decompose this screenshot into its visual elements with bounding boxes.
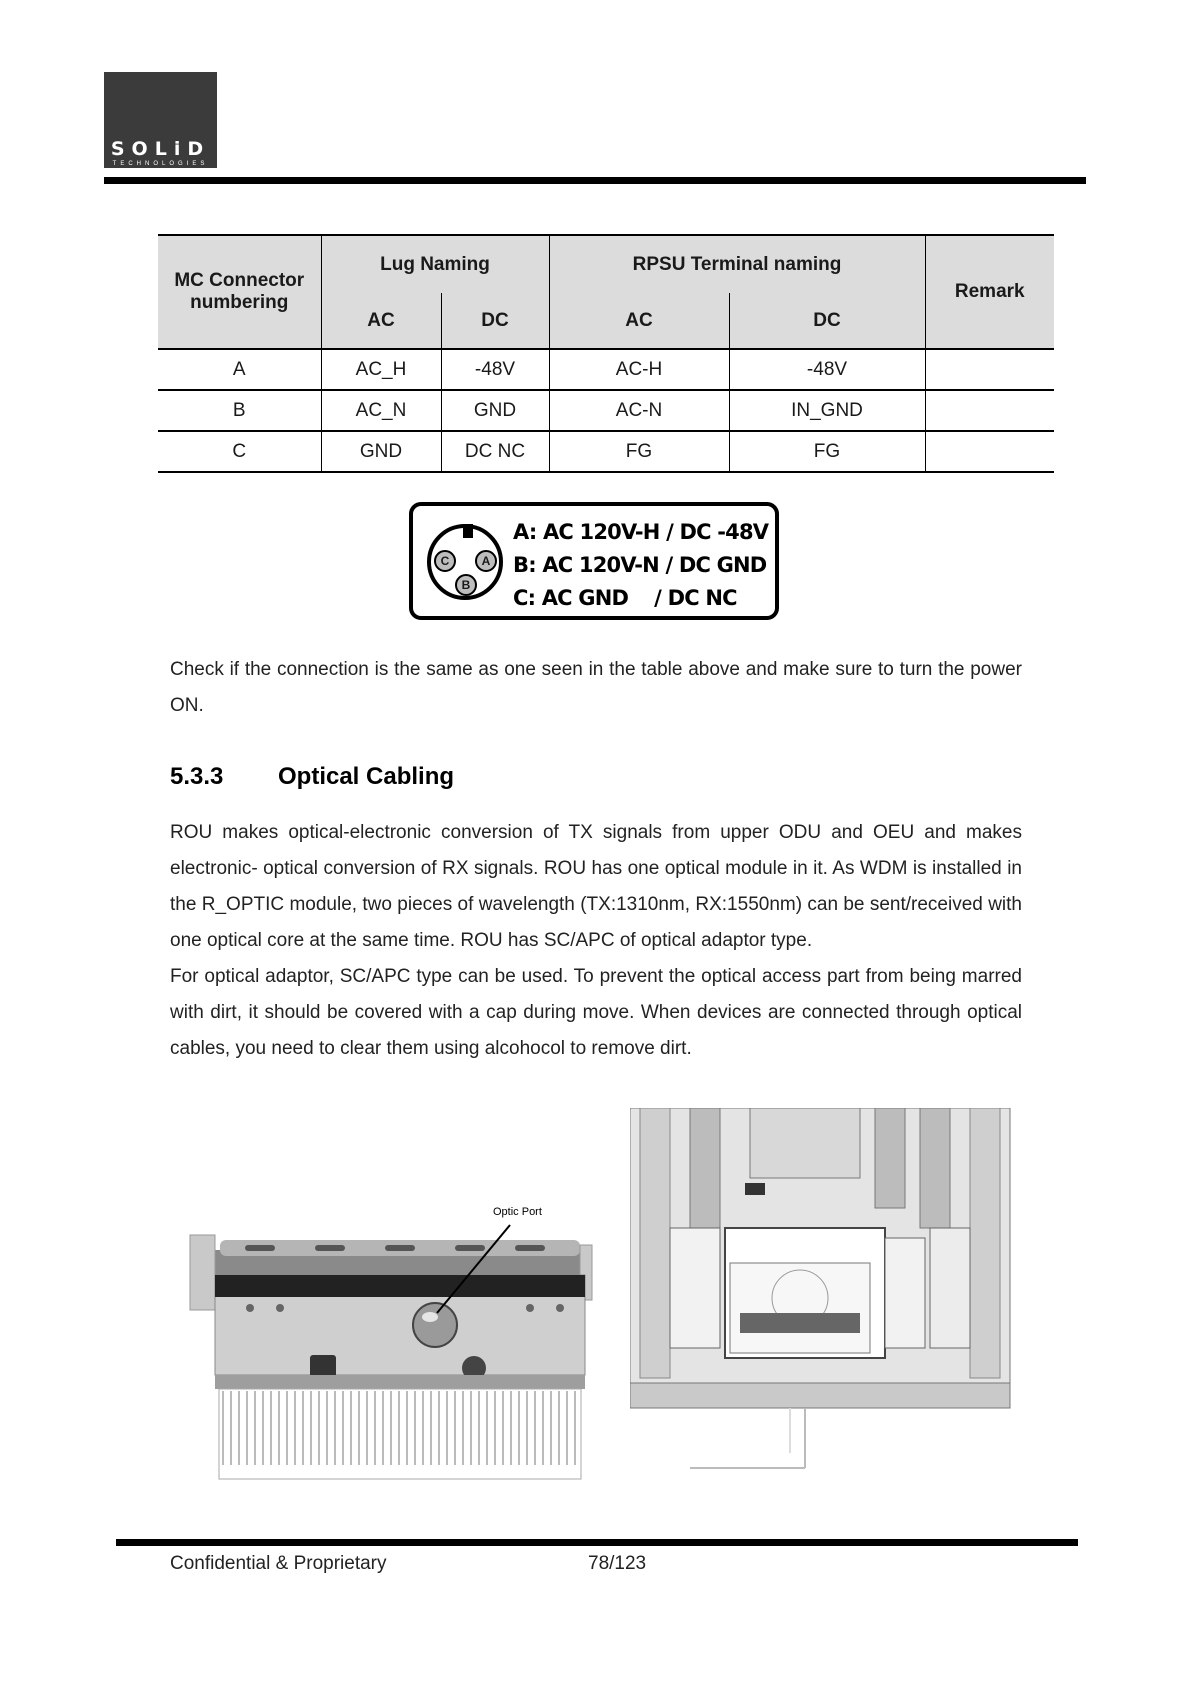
- pin-b-icon: B: [455, 574, 477, 596]
- connector-face-icon: [427, 524, 503, 600]
- subheader-rpsu-ac: AC: [549, 293, 729, 349]
- table-cell: [925, 390, 1054, 431]
- table-cell: [925, 349, 1054, 390]
- section-number: 5.3.3: [170, 763, 224, 790]
- table-cell: [925, 431, 1054, 472]
- table-cell: A: [158, 349, 321, 390]
- logo-subtext: TECHNOLOGIES: [112, 161, 209, 167]
- subheader-rpsu-dc: DC: [729, 293, 925, 349]
- table-row: [158, 431, 1054, 472]
- header-remark: Remark: [925, 235, 1054, 349]
- connector-table: [158, 234, 1054, 473]
- pin-c-icon: C: [434, 550, 456, 572]
- table-cell: AC_H: [321, 349, 441, 390]
- check-connection-paragraph: Check if the connection is the same as one seen in the table above and make sure to turn the power ON.: [170, 659, 1022, 716]
- header-lug-naming: Lug Naming: [321, 235, 549, 293]
- table-cell: GND: [321, 431, 441, 472]
- table-cell: B: [158, 390, 321, 431]
- table-cell: AC-N: [549, 390, 729, 431]
- table-row: [158, 390, 1054, 431]
- optical-paragraph-1: ROU makes optical-electronic conversion of TX signals from upper ODU and OEU and makes electronic- optical conversion of RX signals. ROU has one optical module in it. As WDM is installed in the R_OPTIC module, two pieces of wavelength (TX:1310nm, RX:1550nm) can be sent/received with one optical core at the same time. ROU has SC/APC of optical adaptor type.: [170, 822, 1022, 951]
- table-cell: IN_GND: [729, 390, 925, 431]
- pin-a-icon: A: [475, 550, 497, 572]
- header-rpsu-terminal: RPSU Terminal naming: [549, 235, 925, 293]
- table-cell: GND: [441, 390, 549, 431]
- table-cell: -48V: [729, 349, 925, 390]
- pinout-line-b: B: AC 120V-N / DC GND: [513, 553, 767, 577]
- header-rule: [104, 177, 1086, 184]
- company-logo: [104, 72, 217, 168]
- connector-key-icon: [463, 524, 473, 538]
- header-mc-connector: MC Connector numbering: [158, 235, 321, 349]
- table-cell: AC_N: [321, 390, 441, 431]
- optical-paragraph-2: For optical adaptor, SC/APC type can be used. To prevent the optical access part from being marred with dirt, it should be covered with a cap during move. When devices are connected through optical cables, you need to clear them using alcohocol to remove dirt.: [170, 966, 1022, 1059]
- footer-confidential: Confidential & Proprietary: [170, 1553, 387, 1574]
- subheader-lug-dc: DC: [441, 293, 549, 349]
- pinout-legend: [513, 516, 768, 615]
- pinout-line-c: C: AC GND / DC NC: [513, 586, 737, 610]
- optical-cabling-text: [170, 815, 1022, 1067]
- table-cell: FG: [549, 431, 729, 472]
- footer-rule: [116, 1539, 1078, 1546]
- table-row: [158, 349, 1054, 390]
- connector-pinout-diagram: [409, 502, 779, 620]
- rou-open-enclosure-image: [630, 1108, 1016, 1480]
- pinout-line-a: A: AC 120V-H / DC -48V: [513, 520, 769, 544]
- page-number: 78/123: [588, 1553, 647, 1574]
- table-cell: AC-H: [549, 349, 729, 390]
- subheader-lug-ac: AC: [321, 293, 441, 349]
- logo-text: SOLiD: [110, 138, 211, 160]
- section-heading: [170, 763, 454, 791]
- table-cell: -48V: [441, 349, 549, 390]
- table-header-row: [158, 235, 1054, 293]
- table-cell: FG: [729, 431, 925, 472]
- optic-port-label: Optic Port: [493, 1206, 542, 1218]
- table-cell: C: [158, 431, 321, 472]
- rou-unit-image: [185, 1195, 615, 1485]
- section-title: Optical Cabling: [278, 763, 455, 790]
- table-cell: DC NC: [441, 431, 549, 472]
